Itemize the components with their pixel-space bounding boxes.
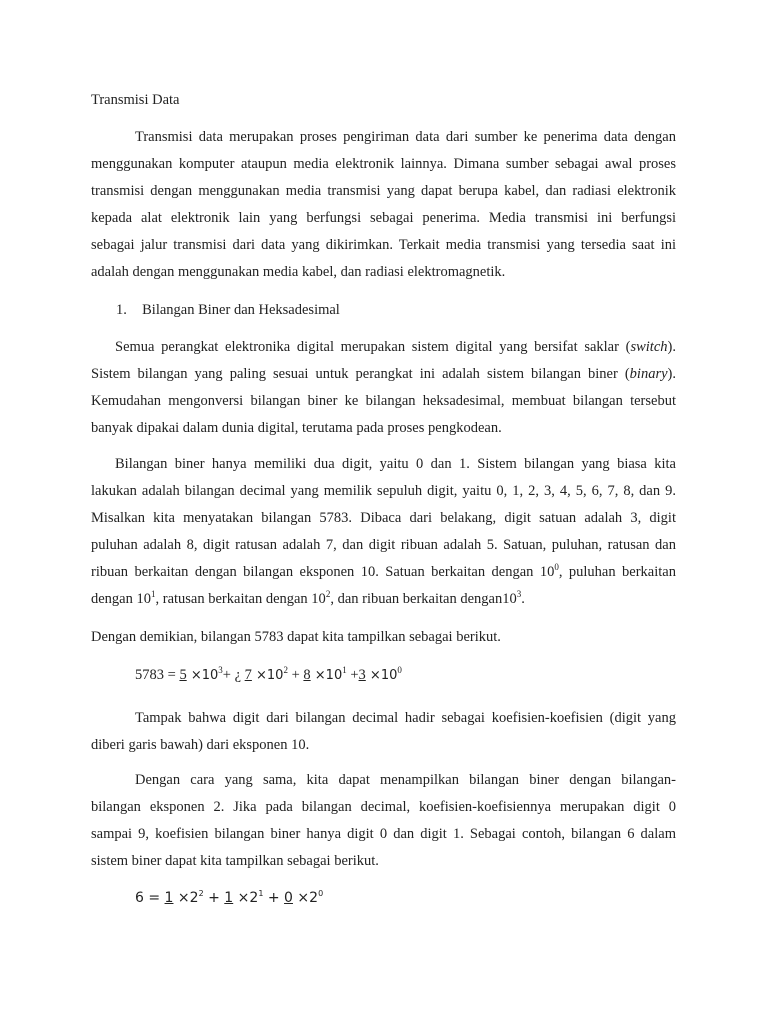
para1-line: Kemudahan mengonversi bilangan biner ke bilangan heksadesimal, membuat bilangan tersebut (91, 393, 676, 409)
equation-binary: $6 = 1 \times 2^2 + 1 \times 2^1 + 0 \times 2^0$ (135, 889, 324, 906)
equation-decimal: $5783 = 5 \times 10^3+$ ¿ $7 \times 10^2 + 8 \times 10^1 +3 \times 10^0$ (135, 665, 402, 683)
para1-line: Semua perangkat elektronika digital merupakan sistem digital yang bersifat saklar (switch). (115, 339, 676, 355)
cara-line: bilangan eksponen 2. Jika pada bilangan decimal, koefisien-koefisiennya merupakan digit 0 (91, 799, 676, 815)
document-title: Transmisi Data (91, 92, 180, 108)
para2-line: puluhan adalah 8, digit ratusan adalah 7, dan digit ribuan adalah 5. Satuan, puluhan, ratusan dan (91, 537, 676, 553)
para2-line: Bilangan biner hanya memiliki dua digit, yaitu 0 dan 1. Sistem bilangan yang biasa kita (115, 456, 676, 472)
intro-line: menggunakan komputer ataupun media elektronik lainnya. Dimana sumber sebagai awal proses (91, 156, 676, 172)
intro-line: Transmisi data merupakan proses pengiriman data dari sumber ke penerima data dengan (135, 129, 676, 145)
intro-line: adalah dengan menggunakan media kabel, dan radiasi elektromagnetik. (91, 264, 506, 280)
tampak-line: diberi garis bawah) dari eksponen 10. (91, 737, 310, 753)
paragraph-digital (91, 334, 676, 442)
intro-line: sebagai jalur transmisi dari data yang dikirimkan. Terkait media transmisi yang tersedia saat ini (91, 237, 676, 253)
cara-line: Dengan cara yang sama, kita dapat menampilkan bilangan biner dengan bilangan- (135, 772, 676, 788)
section-number: 1. (116, 302, 127, 318)
paragraph-tampak (91, 705, 676, 759)
para1-line: Sistem bilangan yang paling sesuai untuk perangkat ini adalah sistem bilangan biner (binary). (91, 366, 676, 382)
demikian-line: Dengan demikian, bilangan 5783 dapat kita tampilkan sebagai berikut. (91, 629, 501, 645)
cara-line: sampai 9, koefisien bilangan biner hanya digit 0 dan digit 1. Sebagai contoh, bilangan 6 dalam (91, 826, 676, 842)
tampak-line: Tampak bahwa digit dari bilangan decimal hadir sebagai koefisien-koefisien (digit yang (135, 710, 676, 726)
intro-line: kepada alat elektronik lain yang berfungsi sebagai penerima. Media transmisi ini berfungsi (91, 210, 676, 226)
section-heading (116, 302, 340, 319)
para2-line: ribuan berkaitan dengan bilangan eksponen 10. Satuan berkaitan dengan $10^0$, puluhan berkaitan (91, 562, 676, 580)
para1-line: banyak dipakai dalam dunia digital, terutama pada proses pengkodean. (91, 420, 502, 436)
section-title: Bilangan Biner dan Heksadesimal (142, 302, 340, 318)
intro-line: transmisi dengan menggunakan media transmisi yang dapat berupa kabel, dan radiasi elektronik (91, 183, 676, 199)
intro-paragraph (91, 124, 676, 286)
para2-line: dengan $10^1$, ratusan berkaitan dengan $10^2$, dan ribuan berkaitan $dengan10^3$. (91, 589, 525, 607)
paragraph-cara (91, 767, 676, 875)
paragraph-biner (91, 451, 676, 613)
para2-line: lakukan adalah bilangan decimal yang memilik sepuluh digit, yaitu 0, 1, 2, 3, 4, 5, 6, 7, 8, dan 9. (91, 483, 676, 499)
cara-line: sistem biner dapat kita tampilkan sebagai berikut. (91, 853, 379, 869)
para2-line: Misalkan kita menyatakan bilangan 5783. Dibaca dari belakang, digit satuan adalah 3, digit (91, 510, 676, 526)
